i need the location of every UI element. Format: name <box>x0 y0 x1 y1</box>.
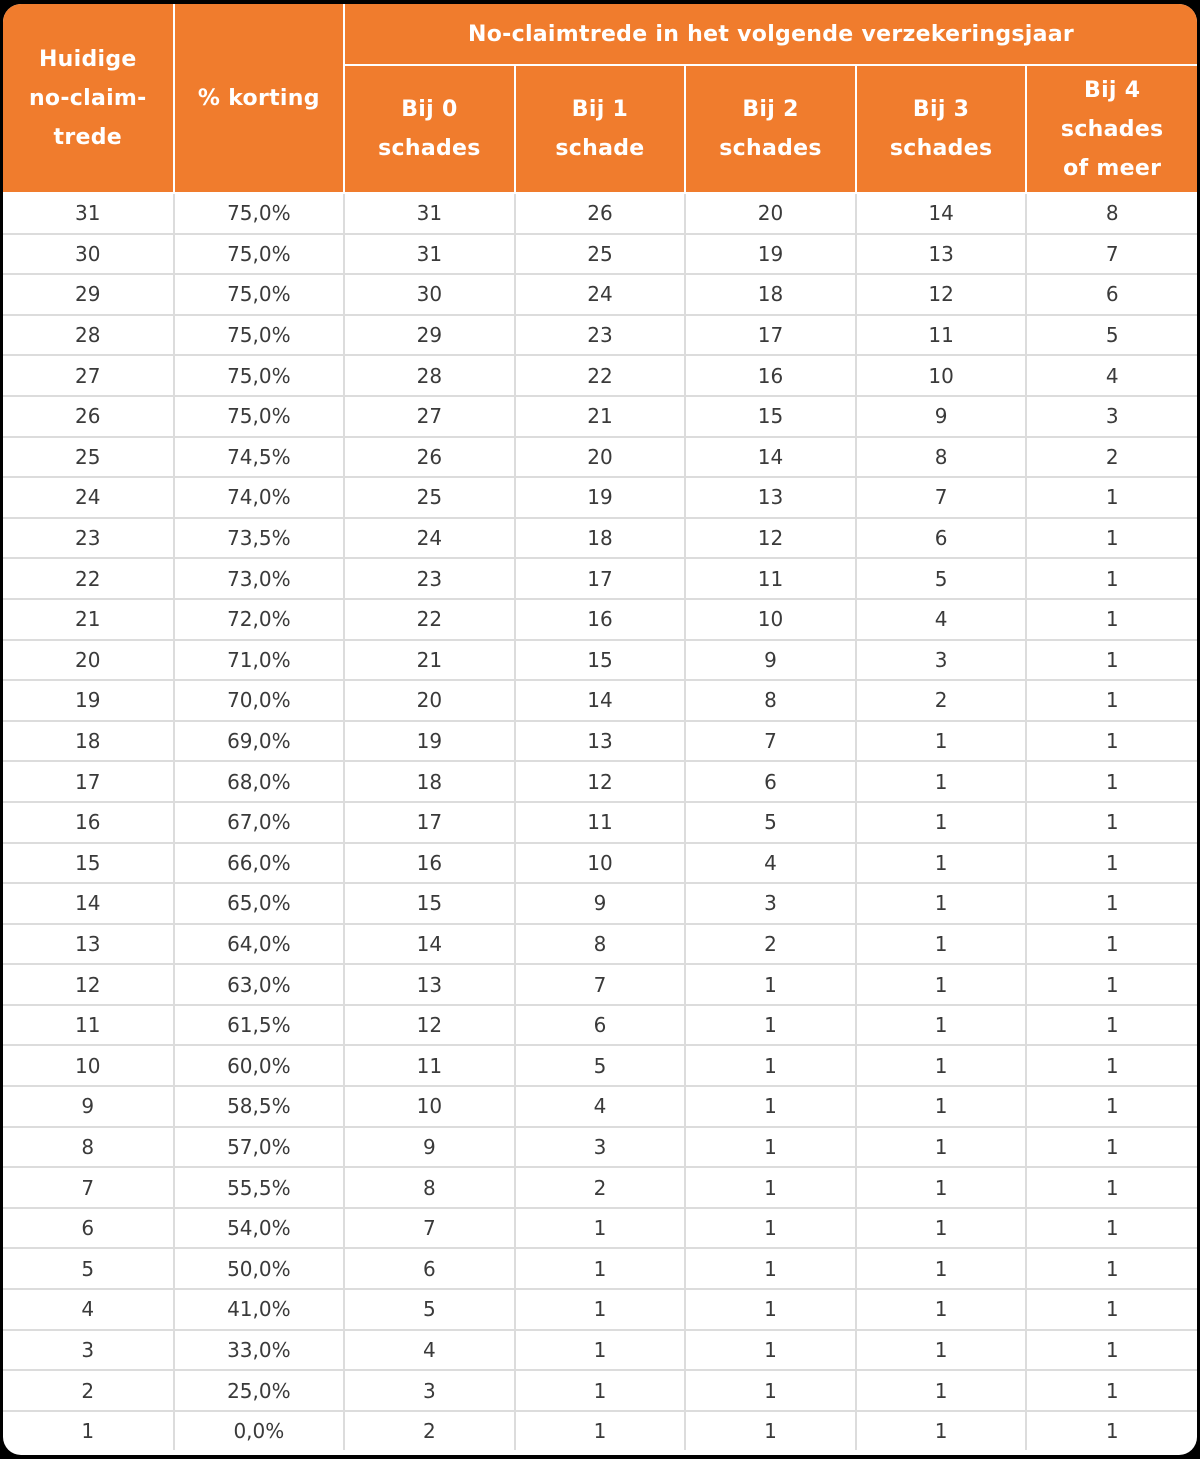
table-row <box>3 437 1197 478</box>
cell-claims-0: 31 <box>344 234 515 275</box>
cell-claims-4-plus: 4 <box>1026 355 1197 396</box>
cell-discount: 50,0% <box>174 1248 345 1289</box>
cell-claims-2: 2 <box>685 924 856 965</box>
cell-claims-1: 24 <box>515 274 686 315</box>
cell-discount: 75,0% <box>174 234 345 275</box>
cell-claims-2: 18 <box>685 274 856 315</box>
cell-current-step: 4 <box>3 1289 174 1330</box>
cell-claims-2: 17 <box>685 315 856 356</box>
cell-claims-2: 3 <box>685 883 856 924</box>
bonus-malus-table <box>3 4 1197 1450</box>
cell-current-step: 17 <box>3 761 174 802</box>
cell-claims-2: 1 <box>685 1330 856 1371</box>
cell-claims-0: 21 <box>344 640 515 681</box>
cell-discount: 75,0% <box>174 193 345 234</box>
cell-current-step: 11 <box>3 1005 174 1046</box>
cell-claims-1: 11 <box>515 802 686 843</box>
cell-claims-3: 1 <box>856 1045 1027 1086</box>
cell-discount: 54,0% <box>174 1208 345 1249</box>
cell-current-step: 19 <box>3 680 174 721</box>
table-row <box>3 518 1197 559</box>
cell-claims-3: 10 <box>856 355 1027 396</box>
cell-claims-1: 20 <box>515 437 686 478</box>
cell-current-step: 20 <box>3 640 174 681</box>
cell-claims-2: 9 <box>685 640 856 681</box>
cell-claims-1: 21 <box>515 396 686 437</box>
cell-discount: 0,0% <box>174 1411 345 1451</box>
cell-current-step: 9 <box>3 1086 174 1127</box>
cell-claims-1: 2 <box>515 1167 686 1208</box>
cell-claims-2: 20 <box>685 193 856 234</box>
cell-current-step: 25 <box>3 437 174 478</box>
cell-claims-2: 1 <box>685 1127 856 1168</box>
header-claims-4-plus: Bij 4 schades of meer <box>1026 65 1197 193</box>
cell-claims-2: 15 <box>685 396 856 437</box>
cell-claims-0: 27 <box>344 396 515 437</box>
cell-claims-2: 11 <box>685 558 856 599</box>
cell-claims-4-plus: 1 <box>1026 477 1197 518</box>
cell-claims-4-plus: 1 <box>1105 1419 1119 1444</box>
cell-claims-0: 24 <box>344 518 515 559</box>
cell-claims-3: 3 <box>856 640 1027 681</box>
cell-claims-4-plus: 1 <box>1026 883 1197 924</box>
cell-discount: 63,0% <box>174 964 345 1005</box>
cell-claims-2: 5 <box>685 802 856 843</box>
table-row <box>3 1005 1197 1046</box>
cell-discount: 58,5% <box>174 1086 345 1127</box>
table-row <box>3 883 1197 924</box>
cell-claims-1: 1 <box>515 1248 686 1289</box>
cell-current-step: 22 <box>3 558 174 599</box>
cell-claims-3: 1 <box>856 1370 1027 1411</box>
cell-claims-0: 16 <box>344 843 515 884</box>
cell-claims-0: 30 <box>344 274 515 315</box>
cell-claims-1: 6 <box>515 1005 686 1046</box>
cell-claims-0: 11 <box>344 1045 515 1086</box>
cell-current-step: 2 <box>3 1370 174 1411</box>
cell-current-step: 27 <box>3 355 174 396</box>
cell-discount: 72,0% <box>174 599 345 640</box>
cell-claims-0: 17 <box>344 802 515 843</box>
table-row <box>3 599 1197 640</box>
header-discount: % korting <box>174 4 345 193</box>
cell-claims-0: 13 <box>344 964 515 1005</box>
cell-claims-0: 20 <box>344 680 515 721</box>
bonus-malus-table-card <box>3 4 1197 1455</box>
cell-claims-0: 4 <box>344 1330 515 1371</box>
cell-claims-3: 1 <box>856 1411 1027 1451</box>
table-row <box>3 1248 1197 1289</box>
cell-claims-3: 1 <box>856 1289 1027 1330</box>
cell-claims-0: 3 <box>344 1370 515 1411</box>
cell-current-step: 8 <box>3 1127 174 1168</box>
cell-claims-0: 29 <box>344 315 515 356</box>
cell-claims-0: 26 <box>344 437 515 478</box>
cell-claims-3: 1 <box>856 761 1027 802</box>
cell-claims-3: 1 <box>856 843 1027 884</box>
cell-current-step: 6 <box>3 1208 174 1249</box>
cell-claims-2: 1 <box>685 1086 856 1127</box>
table-row <box>3 924 1197 965</box>
cell-claims-1: 17 <box>515 558 686 599</box>
cell-current-step: 14 <box>3 883 174 924</box>
cell-claims-3: 11 <box>856 315 1027 356</box>
cell-discount: 74,0% <box>174 477 345 518</box>
cell-claims-1: 3 <box>515 1127 686 1168</box>
cell-claims-3: 1 <box>856 1005 1027 1046</box>
cell-claims-4-plus: 1 <box>1026 1045 1197 1086</box>
cell-claims-3: 5 <box>856 558 1027 599</box>
cell-claims-2: 1 <box>685 1411 856 1451</box>
cell-discount: 69,0% <box>174 721 345 762</box>
cell-claims-0: 10 <box>344 1086 515 1127</box>
cell-discount: 57,0% <box>174 1127 345 1168</box>
table-row <box>3 802 1197 843</box>
cell-claims-2: 7 <box>685 721 856 762</box>
cell-claims-0: 28 <box>344 355 515 396</box>
cell-discount: 75,0% <box>174 274 345 315</box>
cell-claims-3: 1 <box>856 1167 1027 1208</box>
header-next-year-group: No-claimtrede in het volgende verzekeringsjaar <box>344 4 1197 65</box>
cell-claims-4-plus: 1 <box>1026 843 1197 884</box>
header-claims-1: Bij 1 schade <box>515 65 686 193</box>
cell-claims-0: 25 <box>344 477 515 518</box>
table-row <box>3 1086 1197 1127</box>
cell-claims-4-plus: 1 <box>1026 721 1197 762</box>
cell-current-step: 30 <box>3 234 174 275</box>
cell-claims-1: 1 <box>515 1411 686 1451</box>
cell-claims-1: 22 <box>515 355 686 396</box>
cell-claims-2: 6 <box>685 761 856 802</box>
cell-claims-1: 7 <box>515 964 686 1005</box>
cell-claims-4-plus: 8 <box>1026 193 1197 234</box>
cell-claims-1: 1 <box>515 1208 686 1249</box>
table-row <box>3 477 1197 518</box>
cell-claims-3: 1 <box>856 964 1027 1005</box>
cell-claims-0: 2 <box>344 1411 515 1451</box>
cell-discount: 25,0% <box>174 1370 345 1411</box>
header-claims-3: Bij 3 schades <box>856 65 1027 193</box>
table-row <box>3 1411 1197 1451</box>
cell-discount: 60,0% <box>174 1045 345 1086</box>
cell-claims-1: 12 <box>515 761 686 802</box>
cell-claims-4-plus: 1 <box>1026 1370 1197 1411</box>
cell-claims-2: 13 <box>685 477 856 518</box>
cell-claims-3: 1 <box>856 802 1027 843</box>
cell-discount: 66,0% <box>174 843 345 884</box>
cell-claims-4-plus: 1 <box>1026 1330 1197 1371</box>
cell-current-step: 26 <box>3 396 174 437</box>
cell-claims-2: 14 <box>685 437 856 478</box>
cell-current-step: 29 <box>3 274 174 315</box>
cell-claims-0: 14 <box>344 924 515 965</box>
cell-claims-4-plus: 1 <box>1026 1208 1197 1249</box>
table-row <box>3 193 1197 234</box>
cell-claims-4-plus: 1 <box>1026 802 1197 843</box>
cell-claims-3: 1 <box>856 1330 1027 1371</box>
table-body <box>3 193 1197 1450</box>
cell-claims-4-plus: 2 <box>1026 437 1197 478</box>
cell-claims-3: 13 <box>856 234 1027 275</box>
cell-claims-0: 22 <box>344 599 515 640</box>
cell-claims-2: 1 <box>685 1248 856 1289</box>
cell-current-step: 1 <box>3 1411 174 1451</box>
cell-claims-0: 8 <box>344 1167 515 1208</box>
table-row <box>3 355 1197 396</box>
cell-claims-3: 1 <box>856 924 1027 965</box>
cell-claims-1: 10 <box>515 843 686 884</box>
cell-discount: 75,0% <box>174 396 345 437</box>
cell-claims-4-plus: 1 <box>1026 1248 1197 1289</box>
cell-discount: 55,5% <box>174 1167 345 1208</box>
cell-current-step: 13 <box>3 924 174 965</box>
cell-current-step: 7 <box>3 1167 174 1208</box>
cell-claims-1: 5 <box>515 1045 686 1086</box>
cell-current-step: 15 <box>3 843 174 884</box>
cell-claims-4-plus: 1 <box>1026 761 1197 802</box>
cell-discount: 71,0% <box>174 640 345 681</box>
cell-discount: 75,0% <box>174 315 345 356</box>
cell-claims-3: 4 <box>856 599 1027 640</box>
header-claims-0: Bij 0 schades <box>344 65 515 193</box>
cell-claims-1: 4 <box>515 1086 686 1127</box>
cell-discount: 33,0% <box>174 1330 345 1371</box>
cell-discount: 74,5% <box>174 437 345 478</box>
cell-claims-3: 1 <box>856 1248 1027 1289</box>
cell-claims-0: 15 <box>344 883 515 924</box>
cell-claims-3: 6 <box>856 518 1027 559</box>
cell-claims-1: 13 <box>515 721 686 762</box>
cell-claims-4-plus: 3 <box>1026 396 1197 437</box>
cell-claims-4-plus: 1 <box>1026 1167 1197 1208</box>
cell-claims-1: 1 <box>515 1289 686 1330</box>
cell-current-step: 3 <box>3 1330 174 1371</box>
cell-current-step: 5 <box>3 1248 174 1289</box>
cell-claims-3: 1 <box>856 721 1027 762</box>
cell-current-step: 24 <box>3 477 174 518</box>
cell-claims-4-plus: 1 <box>1026 1289 1197 1330</box>
cell-claims-2: 8 <box>685 680 856 721</box>
cell-claims-0: 12 <box>344 1005 515 1046</box>
cell-claims-3: 1 <box>856 1208 1027 1249</box>
cell-claims-1: 19 <box>515 477 686 518</box>
table-row <box>3 680 1197 721</box>
table-row <box>3 1208 1197 1249</box>
cell-claims-4-plus: 7 <box>1026 234 1197 275</box>
cell-discount: 41,0% <box>174 1289 345 1330</box>
table-row <box>3 396 1197 437</box>
table-row <box>3 558 1197 599</box>
cell-claims-1: 23 <box>515 315 686 356</box>
cell-claims-3: 2 <box>856 680 1027 721</box>
cell-claims-1: 8 <box>515 924 686 965</box>
table-row <box>3 1127 1197 1168</box>
cell-claims-2: 1 <box>685 1370 856 1411</box>
cell-claims-4-plus: 1 <box>1026 640 1197 681</box>
cell-claims-1: 1 <box>515 1370 686 1411</box>
cell-claims-2: 19 <box>685 234 856 275</box>
cell-claims-3: 8 <box>856 437 1027 478</box>
cell-claims-2: 10 <box>685 599 856 640</box>
cell-claims-3: 12 <box>856 274 1027 315</box>
cell-discount: 67,0% <box>174 802 345 843</box>
table-row <box>3 1289 1197 1330</box>
table-row <box>3 721 1197 762</box>
cell-current-step: 10 <box>3 1045 174 1086</box>
cell-current-step: 18 <box>3 721 174 762</box>
cell-current-step: 21 <box>3 599 174 640</box>
cell-claims-2: 1 <box>685 1167 856 1208</box>
cell-discount: 64,0% <box>174 924 345 965</box>
table-row <box>3 640 1197 681</box>
cell-claims-2: 12 <box>685 518 856 559</box>
cell-claims-4-plus: 6 <box>1026 274 1197 315</box>
cell-claims-3: 7 <box>856 477 1027 518</box>
table-row <box>3 964 1197 1005</box>
table-header <box>3 4 1197 193</box>
cell-claims-3: 14 <box>856 193 1027 234</box>
table-row <box>3 1167 1197 1208</box>
table-row <box>3 234 1197 275</box>
cell-claims-0: 7 <box>344 1208 515 1249</box>
cell-current-step: 23 <box>3 518 174 559</box>
cell-claims-1: 18 <box>515 518 686 559</box>
table-row <box>3 315 1197 356</box>
cell-claims-0: 23 <box>344 558 515 599</box>
cell-claims-1: 15 <box>515 640 686 681</box>
cell-discount: 65,0% <box>174 883 345 924</box>
cell-discount: 61,5% <box>174 1005 345 1046</box>
cell-claims-2: 1 <box>685 964 856 1005</box>
table-row <box>3 843 1197 884</box>
cell-claims-4-plus: 1 <box>1026 1005 1197 1046</box>
cell-discount: 75,0% <box>174 355 345 396</box>
cell-claims-0: 18 <box>344 761 515 802</box>
cell-claims-1: 26 <box>515 193 686 234</box>
cell-claims-1: 14 <box>515 680 686 721</box>
table-row <box>3 1045 1197 1086</box>
cell-discount: 73,0% <box>174 558 345 599</box>
cell-claims-4-plus: 5 <box>1026 315 1197 356</box>
cell-current-step: 28 <box>3 315 174 356</box>
cell-claims-3: 1 <box>856 883 1027 924</box>
header-claims-2: Bij 2 schades <box>685 65 856 193</box>
table-row <box>3 1330 1197 1371</box>
table-row <box>3 274 1197 315</box>
cell-claims-2: 4 <box>685 843 856 884</box>
cell-current-step: 31 <box>3 193 174 234</box>
cell-claims-4-plus: 1 <box>1026 964 1197 1005</box>
cell-claims-4-plus: 1 <box>1026 680 1197 721</box>
cell-claims-1: 25 <box>515 234 686 275</box>
cell-claims-4-plus: 1 <box>1026 1127 1197 1168</box>
cell-claims-3: 9 <box>856 396 1027 437</box>
cell-claims-1: 9 <box>515 883 686 924</box>
cell-claims-4-plus: 1 <box>1026 924 1197 965</box>
cell-claims-3: 1 <box>856 1127 1027 1168</box>
cell-current-step: 16 <box>3 802 174 843</box>
cell-claims-4-plus: 1 <box>1026 558 1197 599</box>
cell-claims-4-plus: 1 <box>1026 1086 1197 1127</box>
cell-claims-2: 1 <box>685 1289 856 1330</box>
cell-claims-0: 5 <box>344 1289 515 1330</box>
cell-claims-4-plus: 1 <box>1026 599 1197 640</box>
cell-discount: 70,0% <box>174 680 345 721</box>
header-current-step: Huidige no-claim- trede <box>3 4 174 193</box>
table-row <box>3 761 1197 802</box>
cell-claims-3: 1 <box>856 1086 1027 1127</box>
table-row <box>3 1370 1197 1411</box>
cell-claims-2: 1 <box>685 1208 856 1249</box>
cell-claims-0: 9 <box>344 1127 515 1168</box>
cell-claims-2: 16 <box>685 355 856 396</box>
cell-discount: 68,0% <box>174 761 345 802</box>
cell-current-step: 12 <box>3 964 174 1005</box>
cell-claims-0: 31 <box>344 193 515 234</box>
cell-claims-1: 1 <box>515 1330 686 1371</box>
cell-discount: 73,5% <box>174 518 345 559</box>
cell-claims-0: 6 <box>344 1248 515 1289</box>
cell-claims-2: 1 <box>685 1005 856 1046</box>
cell-claims-0: 19 <box>344 721 515 762</box>
cell-claims-1: 16 <box>515 599 686 640</box>
cell-claims-4-plus: 1 <box>1026 518 1197 559</box>
cell-claims-2: 1 <box>685 1045 856 1086</box>
